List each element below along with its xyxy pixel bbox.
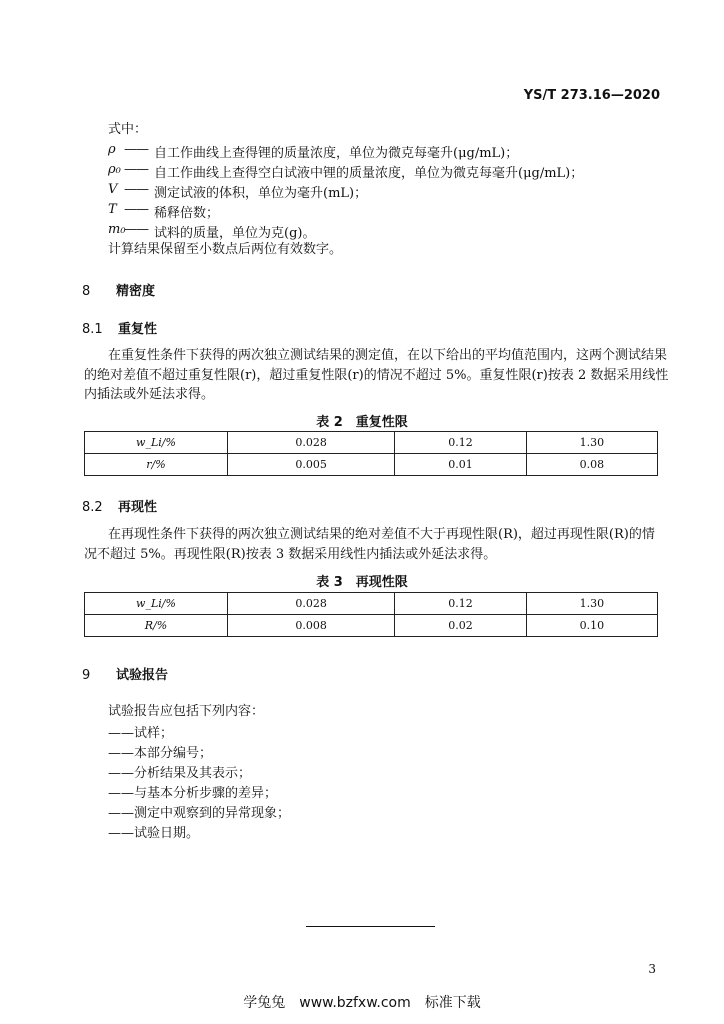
reproducibility-paragraph-line-2: 况不超过 5%。再现性限(R)按表 3 数据采用线性内插法或外延法求得。 <box>84 547 497 562</box>
standard-code: YS/T 273.16—2020 <box>523 88 660 103</box>
end-of-document-rule <box>306 926 435 927</box>
section-title: 精密度 <box>116 284 156 299</box>
symbol: m₀ <box>108 222 126 237</box>
table-cell: 0.01 <box>395 454 526 476</box>
definition-t <box>108 202 219 222</box>
section-title: 再现性 <box>118 500 158 515</box>
section-number: 8.2 <box>82 500 103 515</box>
row-header: r/% <box>85 454 228 476</box>
list-item: ——试验日期。 <box>108 826 200 841</box>
table-cell: 0.08 <box>526 454 657 476</box>
repeatability-table <box>84 431 658 476</box>
list-item: ——测定中观察到的异常现象； <box>108 806 291 821</box>
site-footer: 学兔兔 www.bzfxw.com 标准下载 <box>243 995 481 1011</box>
table-cell: 0.008 <box>228 615 395 637</box>
section-number: 8 <box>82 284 91 299</box>
symbol: ρ <box>108 142 116 157</box>
dash: —— <box>124 162 148 177</box>
reproducibility-table <box>84 592 658 637</box>
table-cell: 1.30 <box>526 593 657 615</box>
list-item: ——本部分编号； <box>108 746 213 761</box>
table-cell: 0.02 <box>395 615 526 637</box>
symbol: V <box>108 182 118 197</box>
dash: —— <box>124 142 148 157</box>
definition-text: 试料的质量，单位为克(g)。 <box>154 226 316 241</box>
section-9-heading <box>82 664 168 683</box>
section-number: 9 <box>82 668 91 683</box>
definition-rho <box>108 142 518 162</box>
table-cell: 0.005 <box>228 454 395 476</box>
section-8-heading <box>82 280 155 299</box>
definition-text: 自工作曲线上查得锂的质量浓度，单位为微克每毫升(μg/mL)； <box>154 146 519 161</box>
table-row <box>85 432 658 454</box>
dash: —— <box>124 222 148 237</box>
report-intro: 试验报告应包括下列内容： <box>108 704 265 719</box>
dash: —— <box>124 202 148 217</box>
section-title: 试验报告 <box>116 668 169 683</box>
repeatability-paragraph-line-2: 的绝对差值不超过重复性限(r)，超过重复性限(r)的情况不超过 5%。重复性限(r)按表 2 数据采用线性 <box>84 368 669 383</box>
table-cell: 0.12 <box>395 432 526 454</box>
table-3-caption: 表 3 再现性限 <box>316 575 408 590</box>
table-cell: 1.30 <box>526 432 657 454</box>
definition-text: 自工作曲线上查得空白试液中锂的质量浓度，单位为微克每毫升(μg/mL)； <box>154 166 584 181</box>
table-row <box>85 593 658 615</box>
repeatability-paragraph-line-3: 内插法或外延法求得。 <box>84 387 215 402</box>
list-item: ——与基本分析步骤的差异； <box>108 786 278 801</box>
repeatability-paragraph-line-1: 在重复性条件下获得的两次独立测试结果的测定值，在以下给出的平均值范围内，这两个测试结果 <box>108 348 668 363</box>
definition-m0 <box>108 222 315 242</box>
section-number: 8.1 <box>82 322 103 337</box>
definition-text: 测定试液的体积，单位为毫升(mL)； <box>154 186 368 201</box>
definition-text: 稀释倍数； <box>154 206 220 221</box>
symbol: T <box>108 202 117 217</box>
table-row <box>85 454 658 476</box>
symbol: ρ₀ <box>108 162 121 177</box>
reproducibility-paragraph-line-1: 在再现性条件下获得的两次独立测试结果的绝对差值不大于再现性限(R)，超过再现性限(R)的情 <box>108 527 655 542</box>
page-number: 3 <box>648 962 656 976</box>
calculation-note: 计算结果保留至小数点后两位有效数字。 <box>108 242 343 257</box>
list-item: ——分析结果及其表示； <box>108 766 252 781</box>
definition-v <box>108 182 367 202</box>
section-8-1-heading <box>82 318 157 337</box>
row-header: R/% <box>85 615 228 637</box>
definition-rho0 <box>108 162 583 182</box>
dash: —— <box>124 182 148 197</box>
section-title: 重复性 <box>118 322 158 337</box>
row-header: w_Li/% <box>85 593 228 615</box>
section-8-2-heading <box>82 496 157 515</box>
list-item: ——试样； <box>108 726 174 741</box>
formula-intro: 式中： <box>108 122 148 137</box>
table-cell: 0.12 <box>395 593 526 615</box>
table-cell: 0.10 <box>526 615 657 637</box>
table-cell: 0.028 <box>228 432 395 454</box>
table-row <box>85 615 658 637</box>
row-header: w_Li/% <box>85 432 228 454</box>
table-2-caption: 表 2 重复性限 <box>316 415 408 430</box>
table-cell: 0.028 <box>228 593 395 615</box>
